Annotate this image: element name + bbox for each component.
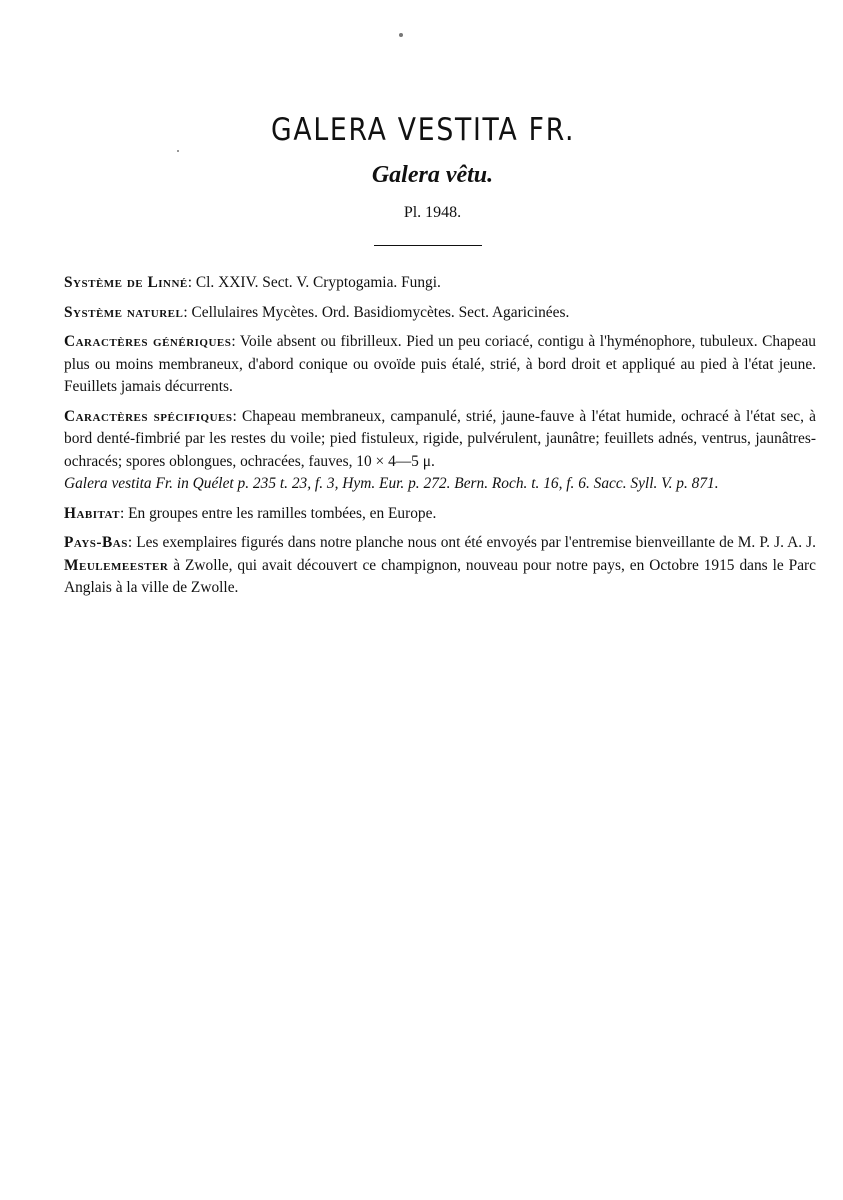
- references-text: Galera vestita Fr. in Quélet p. 235 t. 23, f. 3, Hym. Eur. p. 272. Bern. Roch. t. 16, f. 6. Sacc. Syll. V. p. 871.: [64, 475, 719, 492]
- section-label: Caractères spécifiques: [64, 407, 233, 425]
- section-text: : En groupes entre les ramilles tombées, en Europe.: [120, 504, 437, 522]
- section-label: Caractères génériques: [64, 333, 232, 350]
- speck-mark: [399, 33, 403, 37]
- page-subtitle: Galera vêtu.: [371, 162, 494, 188]
- section-habitat: [64, 503, 816, 526]
- collector-name: Meulemeester: [64, 556, 169, 574]
- section-naturel: [64, 302, 816, 325]
- section-references: [64, 473, 816, 496]
- section-text: : Voile absent ou fibrilleux. Pied un peu coriacé, contigu à l'hyménophore, tubuleux. Chapeau plus ou moins membraneux, d'abord conique ou ovoïde puis étalé, strié, à bord droit et appliqué au pied à l'état jeune. Feuillets jamais décurrents.: [64, 333, 816, 395]
- section-text: : Les exemplaires figurés dans notre planche nous ont été envoyés par l'entremise bienveillante de M. P. J. A. J.: [127, 534, 816, 551]
- section-label: Système de Linné: [64, 274, 188, 291]
- section-specifiques: [64, 406, 816, 474]
- plate-number: Pl. 1948.: [403, 204, 462, 221]
- section-text: : Cellulaires Mycètes. Ord. Basidiomycètes. Sect. Agaricinées.: [183, 303, 570, 321]
- section-label: Habitat: [64, 504, 121, 522]
- section-label: Pays-Bas: [64, 534, 128, 551]
- section-text: à Zwolle, qui avait découvert ce champignon, nouveau pour notre pays, en Octobre 1915 dans le Parc Anglais à la ville de Zwolle.: [64, 556, 816, 596]
- page-title: GALERA VESTITA FR.: [271, 112, 576, 148]
- section-text: : Chapeau membraneux, campanulé, strié, jaune-fauve à l'état humide, ochracé à l'état sec, à bord denté-fimbrié par les restes du voile; pied fistuleux, rigide, pulvérulent, jaunâtre; feuillets adnés, ventrus, jaunâtres-ochracés; spores oblongues, ochracées, fauves, 10 × 4—5 μ.: [64, 407, 816, 470]
- section-generiques: [64, 331, 816, 399]
- title-divider: [374, 245, 482, 246]
- description-body: [64, 272, 816, 607]
- section-text: : Cl. XXIV. Sect. V. Cryptogamia. Fungi.: [187, 274, 441, 291]
- section-paysbas: [64, 532, 816, 600]
- section-label: Système naturel: [64, 303, 184, 321]
- section-linne: [64, 272, 816, 295]
- speck-mark: [177, 150, 179, 152]
